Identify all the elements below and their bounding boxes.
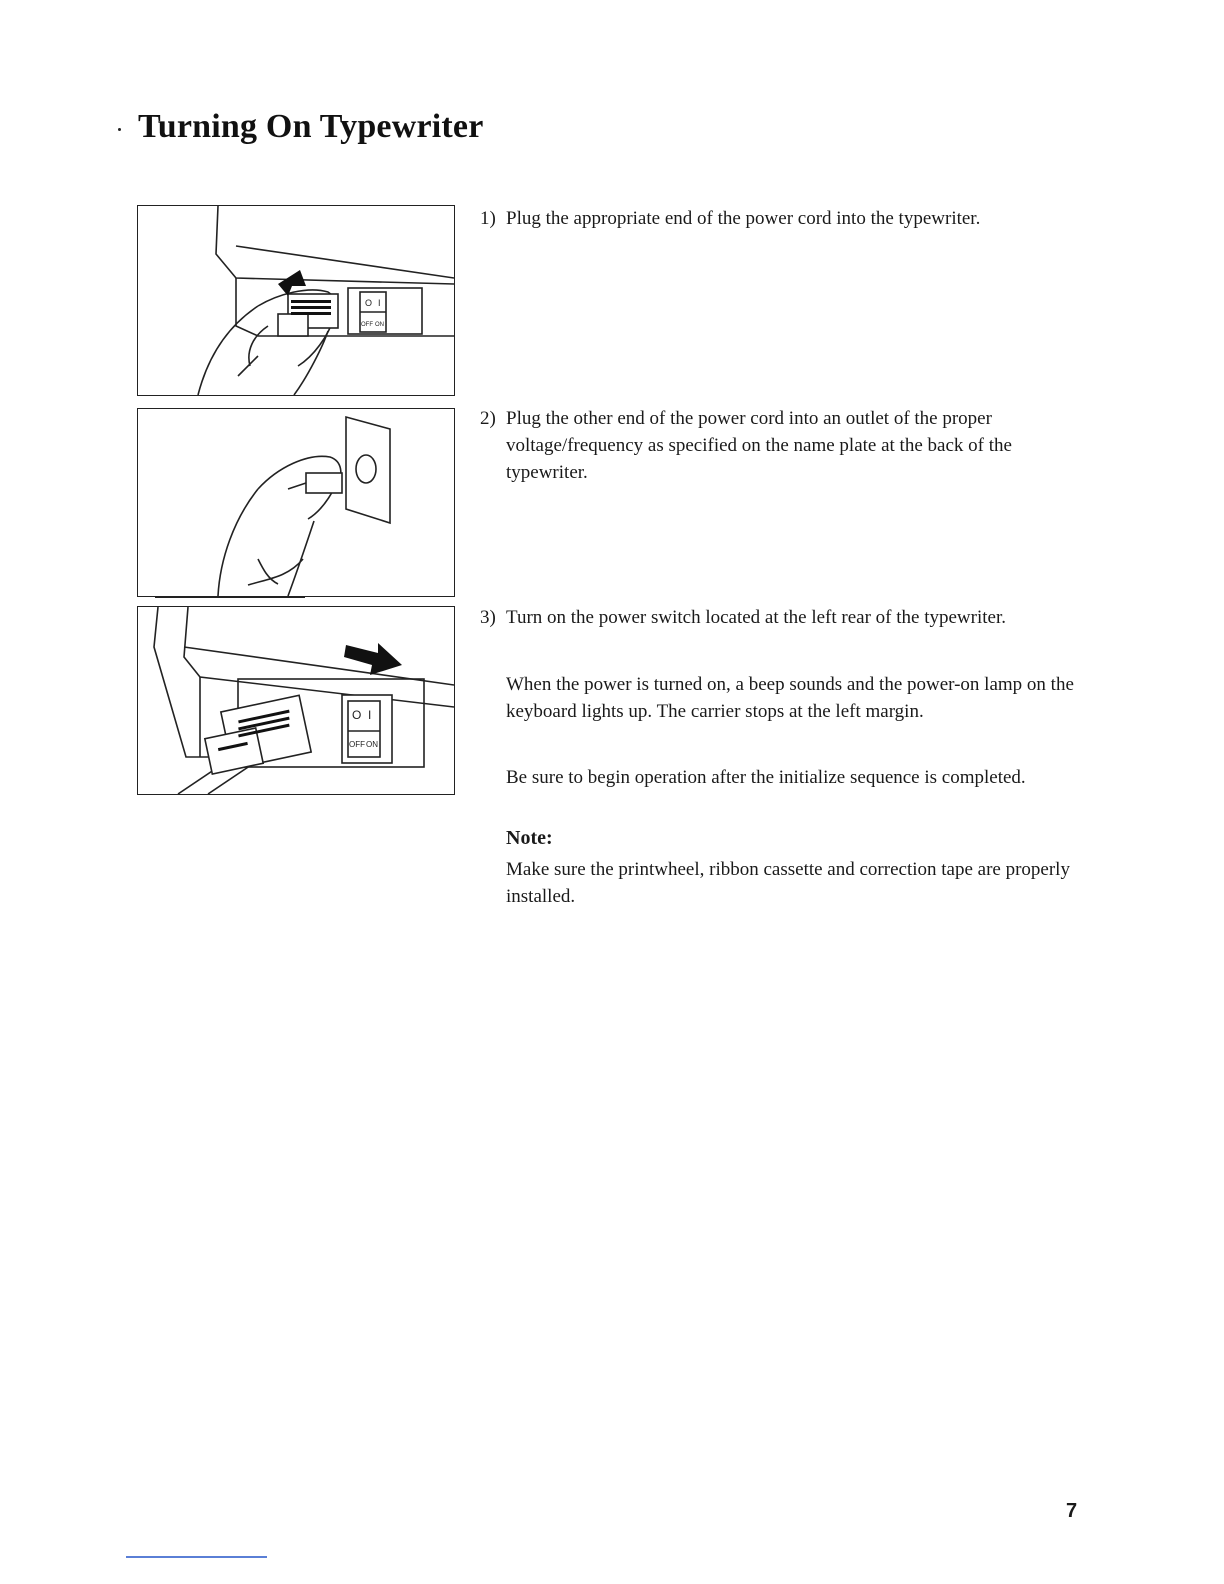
switch-off-symbol-large: O: [352, 708, 362, 722]
note-heading: Note:: [506, 827, 553, 849]
switch-off-label-large: OFF: [349, 740, 365, 749]
switch-on-symbol-large: I: [368, 708, 372, 722]
switch-on-symbol: I: [378, 298, 381, 308]
illustration-power-switch: [138, 607, 454, 794]
switch-on-label-large: ON: [366, 740, 378, 749]
step-1: [480, 205, 1080, 232]
illustration-plug-typewriter: [138, 206, 454, 395]
page-number: 7: [1066, 1500, 1078, 1522]
step-2: [480, 405, 1080, 486]
step-1-number: 1): [480, 208, 496, 229]
initialize-warning: Be sure to begin operation after the initialize sequence is completed.: [506, 767, 1026, 788]
illustration-plug-outlet: [138, 409, 454, 596]
footer-line: [126, 1556, 267, 1558]
note-body: Make sure the printwheel, ribbon cassette and correction tape are properly installed.: [506, 859, 1070, 907]
figure-plug-outlet: [137, 408, 455, 597]
step-2-text: Plug the other end of the power cord into an outlet of the proper voltage/frequency as specified on the name plate at the back of the typewriter.: [506, 408, 1012, 483]
figure-divider: [155, 597, 305, 598]
step-3-text: Turn on the power switch located at the left rear of the typewriter.: [506, 607, 1007, 628]
switch-off-symbol: O: [365, 298, 373, 308]
switch-on-label: ON: [375, 322, 384, 328]
step-1-text: Plug the appropriate end of the power cord into the typewriter.: [506, 208, 981, 229]
figure-power-switch: [137, 606, 455, 795]
bullet-dot: [118, 128, 121, 131]
switch-off-label: OFF: [361, 322, 373, 328]
step-3: [480, 604, 1080, 631]
figure-plug-typewriter: [137, 205, 455, 396]
power-on-description: When the power is turned on, a beep sounds and the power-on lamp on the keyboard lights up. The carrier stops at the left margin.: [506, 674, 1074, 722]
step-3-number: 3): [480, 607, 496, 628]
page-title: Turning On Typewriter: [138, 108, 484, 145]
step-2-number: 2): [480, 408, 496, 429]
